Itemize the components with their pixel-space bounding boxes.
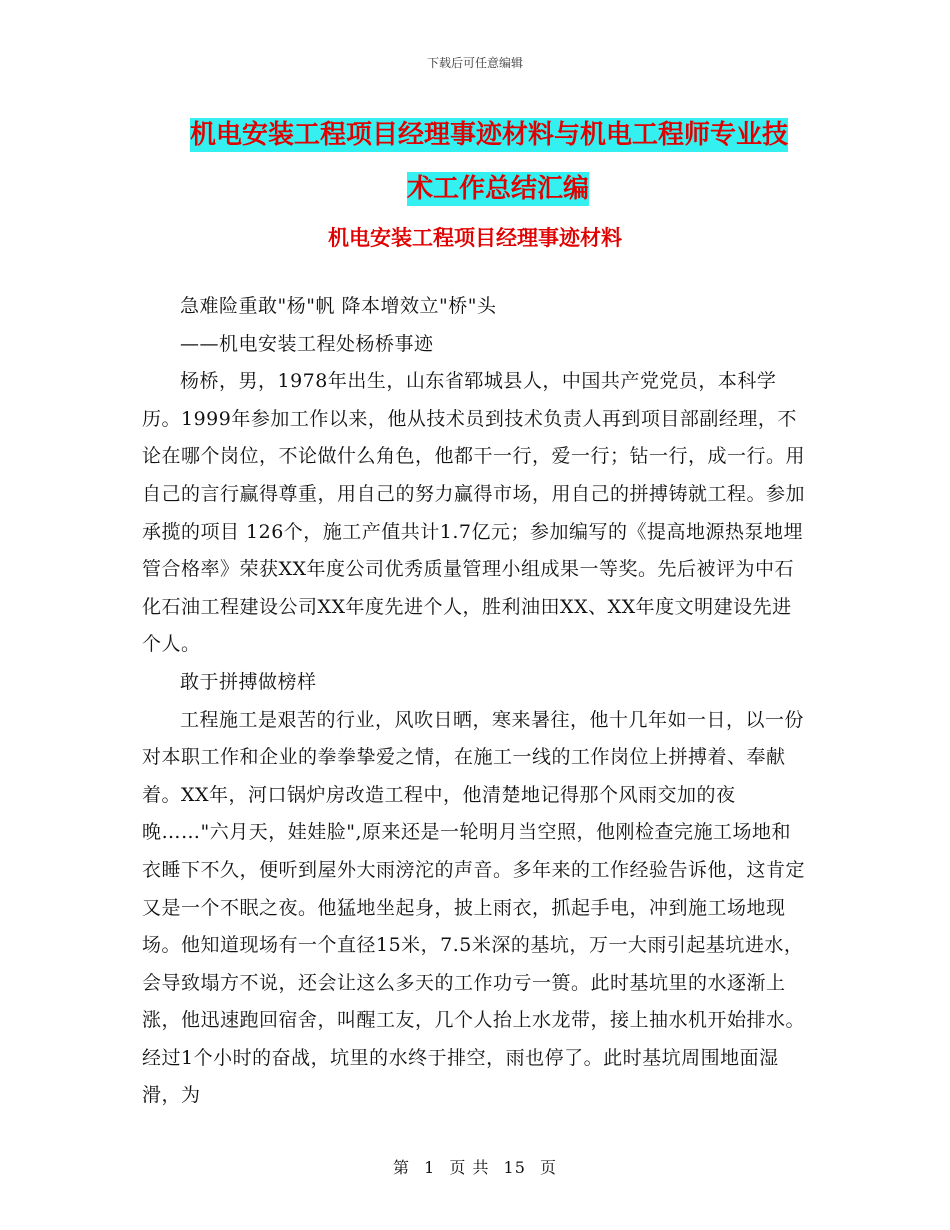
bio-paragraph: 杨桥，男，1978年出生，山东省郓城县人，中国共产党党员，本科学历。1999年参加工作以来，他从技术员到技术负责人再到项目部副经理，不论在哪个岗位，不论做什么角色，他都干一行，爱一行；钻一行，成一行。用自己的言行赢得尊重，用自己的努力赢得市场，用自己的拼搏铸就工程。参加承揽的项目 126个，施工产值共计1.7亿元；参加编写的《提高地源热泵地埋管合格率》荣获XX年度公司优秀质量管理小组成果一等奖。先后被评为中石化石油工程建设公司XX年度先进个人，胜利油田XX、XX年度文明建设先进个人。 [142, 370, 806, 656]
footer-page-number: 1 [424, 1158, 436, 1177]
section-title: 机电安装工程项目经理事迹材料 [328, 225, 622, 250]
document-title [190, 108, 810, 216]
title-line-1: 机电安装工程项目经理事迹材料与机电工程师专业技 [190, 120, 789, 150]
body-text [142, 288, 810, 1115]
header-note: 下载后可任意编辑 [426, 56, 523, 70]
page-footer [0, 1155, 950, 1178]
title-line-2: 术工作总结汇编 [406, 174, 589, 204]
heading-paragraph: 敢于拼搏做榜样 [180, 670, 317, 693]
footer-prefix: 第 [392, 1158, 410, 1177]
footer-suffix: 页 [540, 1158, 558, 1177]
story-paragraph: 工程施工是艰苦的行业，风吹日晒，寒来暑往，他十几年如一日，以一份对本职工作和企业的拳拳挚爱之情，在施工一线的工作岗位上拼搏着、奉献着。XX年，河口锅炉房改造工程中，他清楚地记得那个风雨交加的夜晚……"六月天，娃娃脸",原来还是一轮明月当空照，他刚检查完施工场地和衣睡下不久，便听到屋外大雨滂沱的声音。多年来的工作经验告诉他，这肯定又是一个不眠之夜。他猛地坐起身，披上雨衣，抓起手电，冲到施工场地现场。他知道现场有一个直径15米，7.5米深的基坑，万一大雨引起基坑进水，会导致塌方不说，还会让这么多天的工作功亏一篑。此时基坑里的水逐渐上涨，他迅速跑回宿舍，叫醒工友，几个人抬上水龙带，接上抽水机开始排水。经过1个小时的奋战，坑里的水终于排空，雨也停了。此时基坑周围地面湿滑，为 [142, 708, 806, 1107]
subtitle-paragraph: 急难险重敢"杨"帆 降本增效立"桥"头 [180, 295, 497, 317]
footer-total-pages: 15 [503, 1158, 526, 1177]
footer-middle: 页 共 [449, 1158, 490, 1177]
byline-paragraph: ——机电安装工程处杨桥事迹 [180, 332, 434, 355]
